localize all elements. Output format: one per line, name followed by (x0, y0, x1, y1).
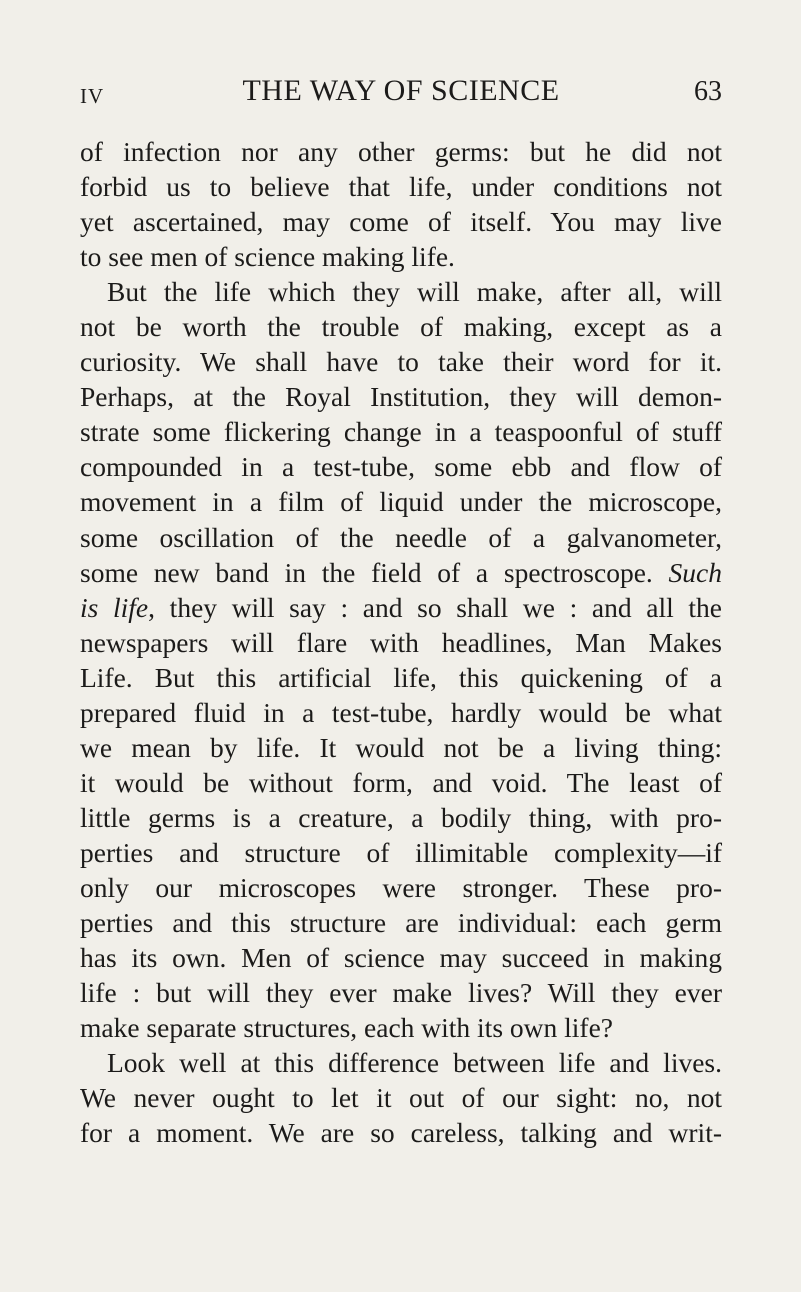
page-number: 63 (694, 76, 722, 107)
text-line: Life. But this artificial life, this quickening of a (80, 661, 722, 693)
text-line: curiosity. We shall have to take their word for it. (80, 346, 722, 378)
text-line: make separate structures, each with its own life? (80, 1012, 613, 1044)
text-line: We never ought to let it out of our sight: no, not (80, 1082, 722, 1114)
text-line: compounded in a test-tube, some ebb and flow of (80, 451, 722, 483)
text-line: for a moment. We are so careless, talking and writ- (80, 1117, 722, 1149)
italic-text: is life (80, 591, 149, 623)
text-line: yet ascertained, may come of itself. You may live (80, 206, 722, 238)
text-line: Perhaps, at the Royal Institution, they will demon- (80, 381, 722, 413)
text-line: some oscillation of the needle of a galvanometer, (80, 521, 722, 553)
text-line: life : but will they ever make lives? Will they ever (80, 977, 722, 1009)
text-line: we mean by life. It would not be a living thing: (80, 731, 722, 763)
text-line: of infection nor any other germs: but he did not (80, 136, 722, 167)
chapter-number: IV (80, 84, 105, 108)
text-line: perties and this structure are individual: each germ (80, 907, 722, 939)
text-line: it would be without form, and void. The least of (80, 766, 722, 798)
italic-text: Such (668, 556, 722, 588)
text-line: has its own. Men of science may succeed in making (80, 942, 722, 974)
text-line: But the life which they will make, after all, will (107, 276, 722, 308)
text-line: to see men of science making life. (80, 241, 455, 273)
text-line: is life, they will say : and so shall we : and all the (80, 591, 722, 623)
text-line: prepared fluid in a test-tube, hardly would be what (80, 696, 722, 728)
text-line: strate some flickering change in a teaspoonful of stuff (80, 416, 722, 448)
text-line: Look well at this difference between life and lives. (107, 1047, 722, 1079)
running-title: THE WAY OF SCIENCE (242, 74, 560, 107)
text-line: newspapers will flare with headlines, Man Makes (80, 626, 722, 658)
text-line: perties and structure of illimitable complexity—if (80, 836, 722, 868)
text-line: not be worth the trouble of making, except as a (80, 311, 722, 343)
running-header (80, 74, 722, 114)
text-line: little germs is a creature, a bodily thing, with pro- (80, 801, 722, 833)
text-line: movement in a film of liquid under the microscope, (80, 486, 722, 518)
text-line: some new band in the field of a spectroscope. Such (80, 556, 722, 588)
text-line: only our microscopes were stronger. These pro- (80, 871, 722, 903)
body-text (80, 134, 722, 1150)
text-line: forbid us to believe that life, under conditions not (80, 171, 722, 203)
